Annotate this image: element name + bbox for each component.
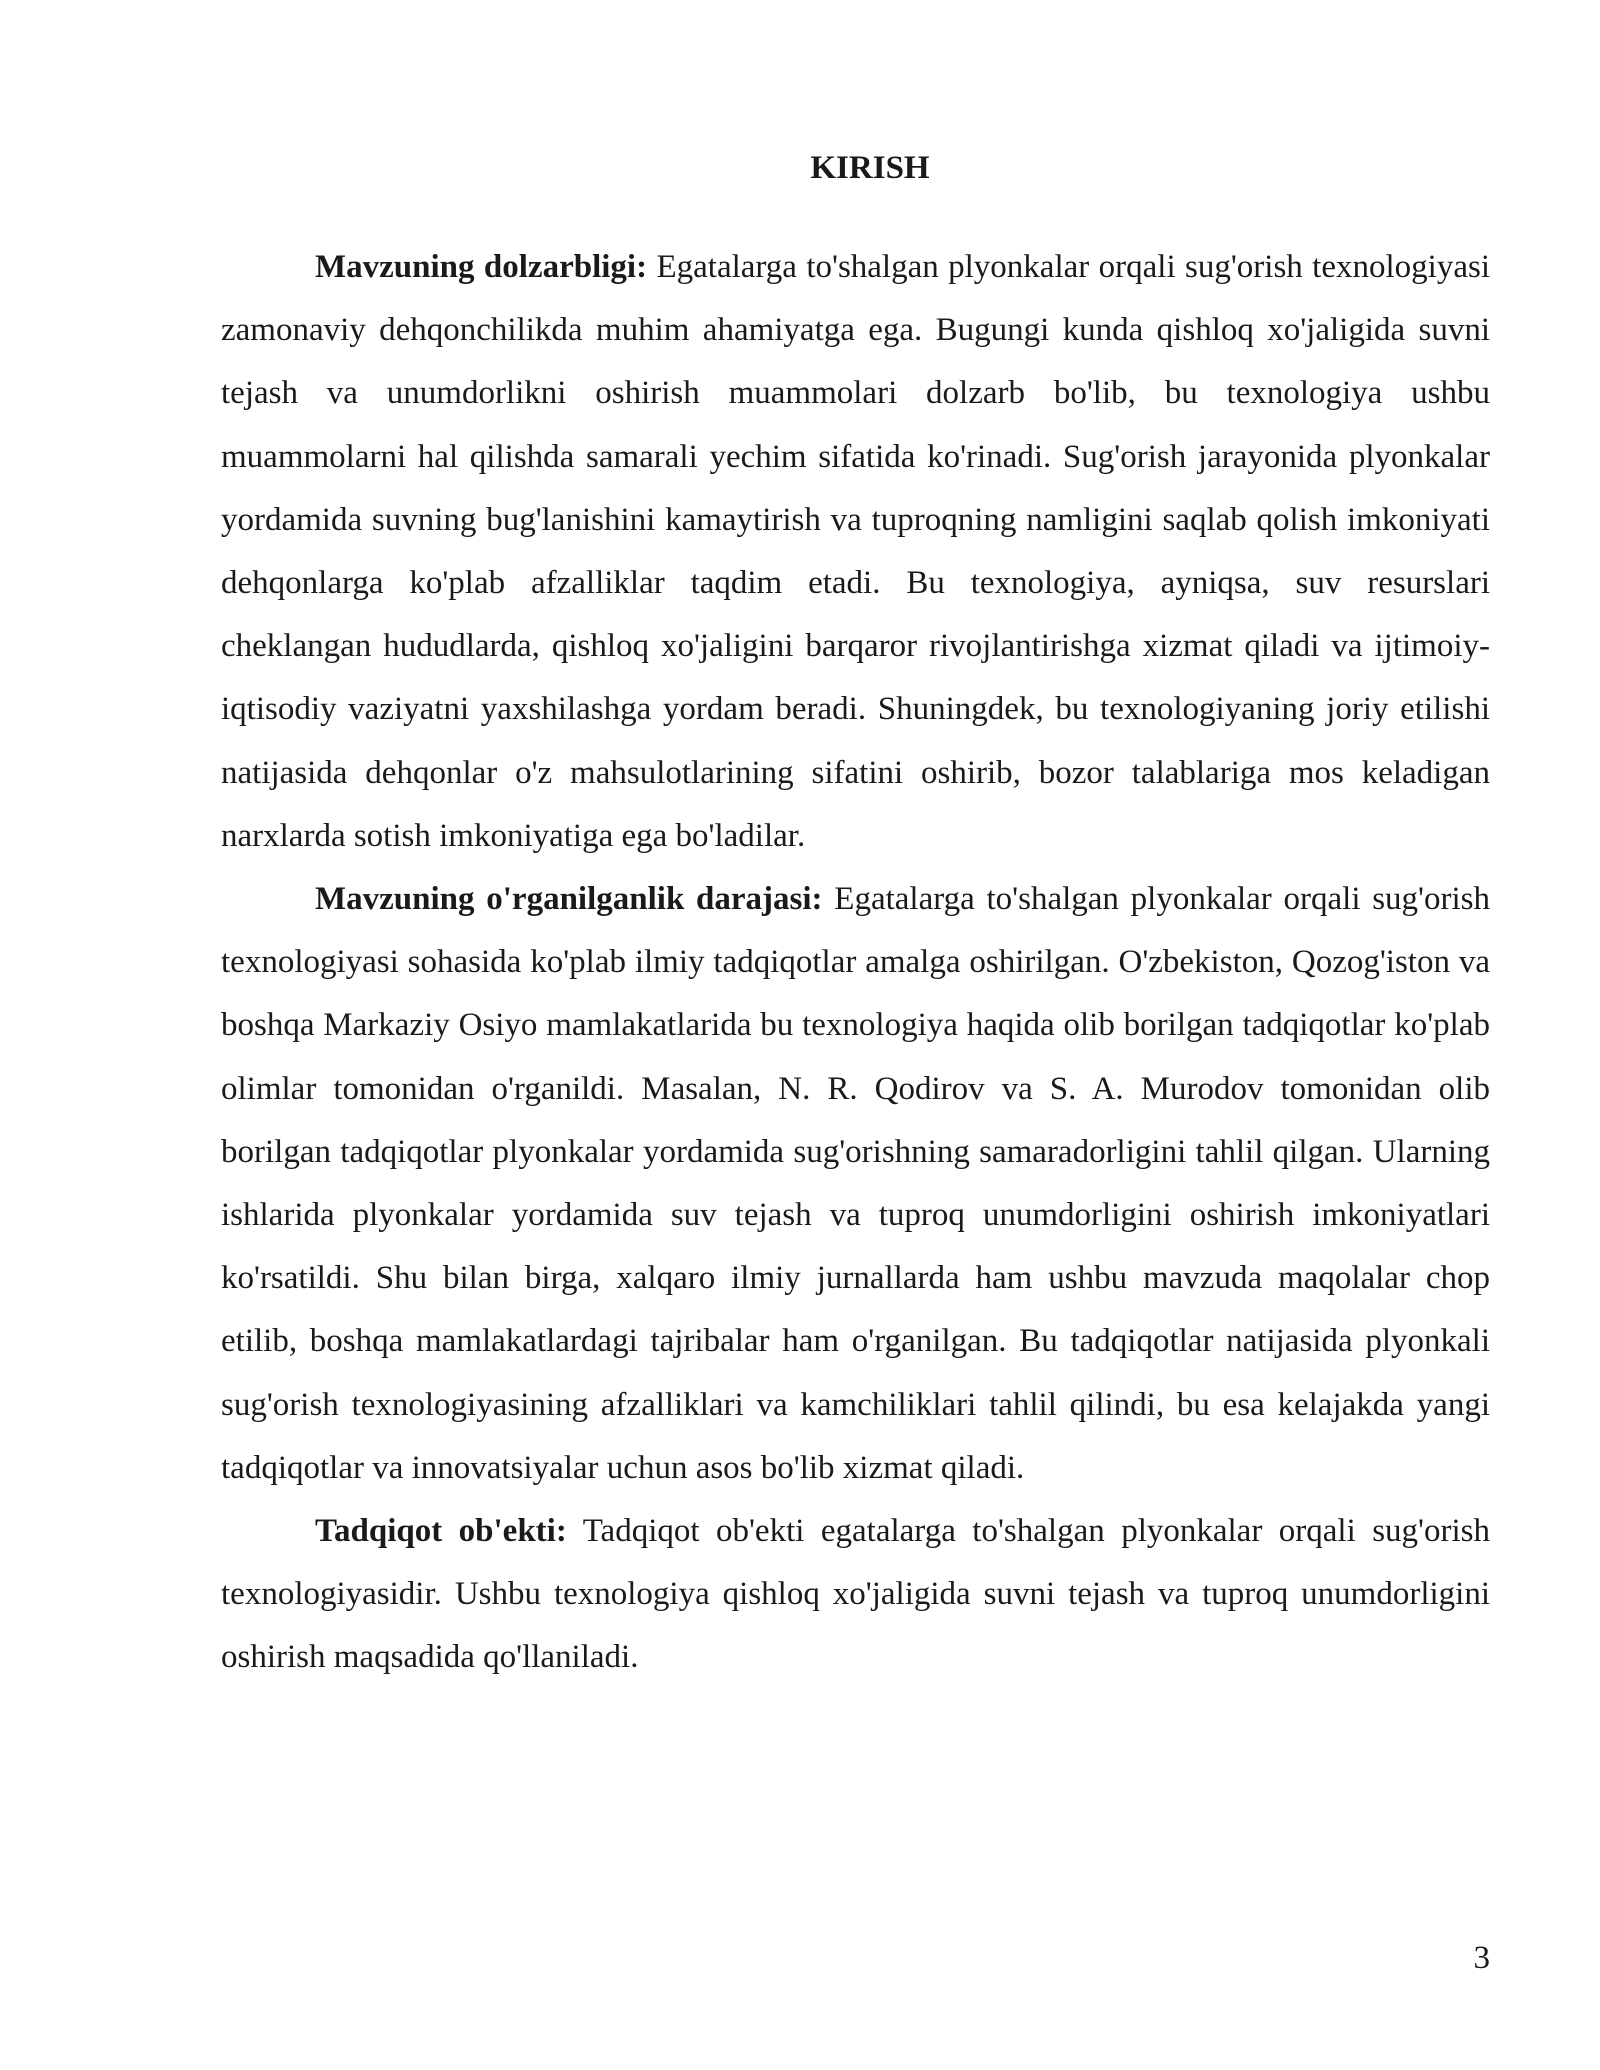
paragraph-text: Tadqiqot ob'ekti egatalarga to'shalgan plyonkalar orqali sug'orish texnologiyasidir. Ushbu texnologiya qishloq xo'jaligida suvni tejash va tuproq unumdorligini oshirish maqsadida qo'llaniladi.: [221, 1513, 1490, 1676]
paragraph-relevance: [221, 236, 1490, 868]
paragraph-heading: Mavzuning o'rganilganlik darajasi:: [315, 881, 823, 918]
document-body: [221, 236, 1490, 1690]
paragraph-heading: Mavzuning dolzarbligi:: [315, 249, 648, 285]
page-title: KIRISH: [810, 150, 930, 186]
paragraph-research-object: [221, 1500, 1490, 1690]
paragraph-text: Egatalarga to'shalgan plyonkalar orqali sug'orish texnologiyasi sohasida ko'plab ilmiy tadqiqotlar amalga oshirilgan. O'zbekiston, Qozog'iston va boshqa Markaziy Osiyo mamlakatlarida bu texnologiya haqida olib borilgan tadqiqotlar ko'plab olimlar tomonidan o'rganildi. Masalan, N. R. Qodirov va S. A. Murodov tomonidan olib borilgan tadqiqotlar plyonkalar yordamida sug'orishning samaradorligini tahlil qilgan. Ularning ishlarida plyonkalar yordamida suv tejash va tuproq unumdorligini oshirish imkoniyatlari ko'rsatildi. Shu bilan birga, xalqaro ilmiy jurnallarda ham ushbu mavzuda maqolalar chop etilib, boshqa mamlakatlardagi tajribalar ham o'rganilgan. Bu tadqiqotlar natijasida plyonkali sug'orish texnologiyasining afzalliklari va kamchiliklari tahlil qilindi, bu esa kelajakda yangi tadqiqotlar va innovatsiyalar uchun asos bo'lib xizmat qiladi.: [221, 881, 1491, 1486]
paragraph-text: Egatalarga to'shalgan plyonkalar orqali sug'orish texnologiyasi zamonaviy dehqonchilikda muhim ahamiyatga ega. Bugungi kunda qishloq xo'jaligida suvni tejash va unumdorlikni oshirish muammolari dolzarb bo'lib, bu texnologiya ushbu muammolarni hal qilishda samarali yechim sifatida ko'rinadi. Sug'orish jarayonida plyonkalar yordamida suvning bug'lanishini kamaytirish va tuproqning namligini saqlab qolish imkoniyati dehqonlarga ko'plab afzalliklar taqdim etadi. Bu texnologiya, ayniqsa, suv resurslari cheklangan hududlarda, qishloq xo'jaligini barqaror rivojlantirishga xizmat qiladi va ijtimoiy-iqtisodiy vaziyatni yaxshilashga yordam beradi. Shuningdek, bu texnologiyaning joriy etilishi natijasida dehqonlar o'z mahsulotlarining sifatini oshirib, bozor talablariga mos keladigan narxlarda sotish imkoniyatiga ega bo'ladilar.: [221, 249, 1490, 854]
paragraph-research-level: [221, 868, 1490, 1500]
paragraph-heading: Tadqiqot ob'ekti:: [315, 1513, 567, 1550]
page-number: 3: [1473, 1940, 1490, 1976]
